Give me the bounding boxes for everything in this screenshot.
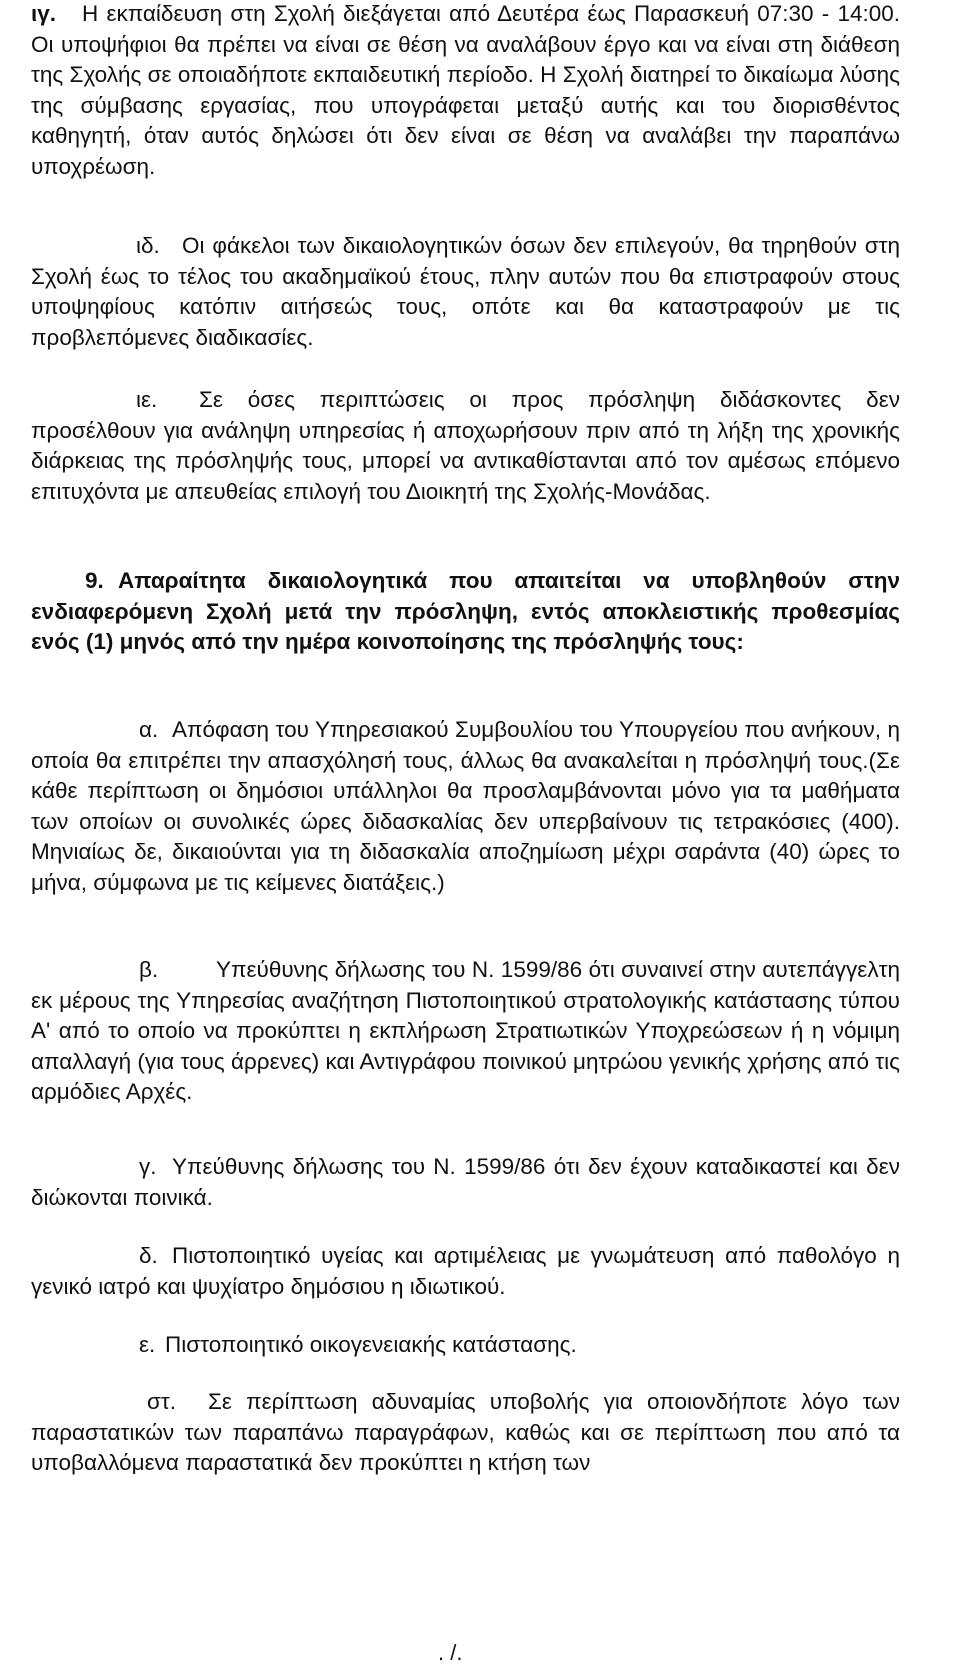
item-text: Απόφαση του Υπηρεσιακού Συμβουλίου του Υπουργείου που ανήκουν, η οποία θα επιτρέπει την απασχόλησή τους, άλλως θα ανακαλείται η πρόσληψή τους.(Σε κάθε περίπτωση οι δημόσιοι υπάλληλοι θα προσλαμβάνονται μόνο για τα μαθήματα των οποίων οι συνολικές ώρες διδασκαλίας δεν υπερβαίνουν τις τετρακόσιες (400). Μηνιαίως δε, δικαιούνται για τη διδασκαλία αποζημίωση μέχρι σαράντα (40) ώρες το μήνα, σύμφωνα με τις κείμενες διατάξεις.) [31,717,900,895]
item-g [31,1152,900,1213]
paragraph-marker: ιγ. [31,1,57,26]
paragraph-marker: ιδ. [136,233,160,258]
page-continuation-mark: . /. [438,1640,463,1665]
item-marker: ε. [139,1332,156,1357]
paragraph-text: Η εκπαίδευση στη Σχολή διεξάγεται από Δευτέρα έως Παρασκευή 07:30 - 14:00. Οι υποψήφιοι θα πρέπει να είναι σε θέση να αναλάβουν έργο και να είναι στη διάθεση της Σχολής σε οποιαδήποτε εκπαιδευτική περίοδο. Η Σχολή διατηρεί το δικαίωμα λύσης της σύμβασης εργασίας, που υπογράφεται μεταξύ αυτής και του διορισθέντος καθηγητή, όταν αυτός δηλώσει ότι δεν είναι σε θέση να αναλάβει την παραπάνω υποχρέωση. [31,1,900,179]
paragraph-text: Οι φάκελοι των δικαιολογητικών όσων δεν επιλεγούν, θα τηρηθούν στη Σχολή έως το τέλος του ακαδημαϊκού έτους, πλην αυτών που θα επιστραφούν στους υποψηφίους κατόπιν αιτήσεώς τους, οπότε και θα καταστραφούν με τις προβλεπόμενες διαδικασίες. [31,233,900,350]
section-heading-text: Απαραίτητα δικαιολογητικά που απαιτείται να υποβληθούν στην ενδιαφερόμενη Σχολή μετά την πρόσληψη, εντός αποκλειστικής προθεσμίας ενός (1) μηνός από την ημέρα κοινοποίησης της πρόσληψής τους: [31,568,900,655]
item-marker: γ. [139,1154,157,1179]
paragraph-ie [31,385,900,507]
section-9-heading [31,566,900,658]
item-e [31,1330,900,1361]
item-text: Υπεύθυνης δήλωσης του Ν. 1599/86 ότι δεν έχουν καταδικαστεί και δεν διώκονται ποινικά. [31,1154,900,1210]
paragraph-text: Σε όσες περιπτώσεις οι προς πρόσληψη διδάσκοντες δεν προσέλθουν για ανάληψη υπηρεσίας ή αποχωρήσουν πριν από τη λήξη της χρονικής διάρκειας της πρόσληψής τους, μπορεί να αντικαθίστανται από τον αμέσως επόμενο επιτυχόντα με απευθείας επιλογή του Διοικητή της Σχολής-Μονάδας. [31,387,900,504]
paragraph-id [31,231,900,353]
item-b [31,955,900,1108]
item-text: Σε περίπτωση αδυναμίας υποβολής για οποιονδήποτε λόγο των παραστατικών των παραπάνω παραγράφων, καθώς και σε περίπτωση που από τα υποβαλλόμενα παραστατικά δεν προκύπτει η κτήση των [31,1389,900,1476]
item-marker: α. [139,717,159,742]
paragraph-marker: ιε. [136,387,158,412]
item-marker: στ. [147,1389,177,1414]
item-text: Πιστοποιητικό οικογενειακής κατάστασης. [165,1332,577,1357]
item-text: Υπεύθυνης δήλωσης του Ν. 1599/86 ότι συναινεί στην αυτεπάγγελτη εκ μέρους της Υπηρεσίας αναζήτηση Πιστοποιητικού στρατολογικής κατάστασης τύπου Α' από το οποίο να προκύπτει η εκπλήρωση Στρατιωτικών Υποχρεώσεων ή η νόμιμη απαλλαγή (για τους άρρενες) και Αντιγράφου ποινικού μητρώου γενικής χρήσης από τις αρμόδιες Αρχές. [31,957,900,1105]
item-marker: β. [139,957,159,982]
item-a [31,715,900,899]
item-text: Πιστοποιητικό υγείας και αρτιμέλειας με γνωμάτευση από παθολόγο η γενικό ιατρό και ψυχίατρο δημόσιου η ιδιωτικού. [31,1243,900,1299]
section-number: 9. [85,568,104,593]
item-d [31,1241,900,1302]
item-st [31,1387,900,1479]
paragraph-ig [31,0,900,183]
item-marker: δ. [139,1243,158,1268]
